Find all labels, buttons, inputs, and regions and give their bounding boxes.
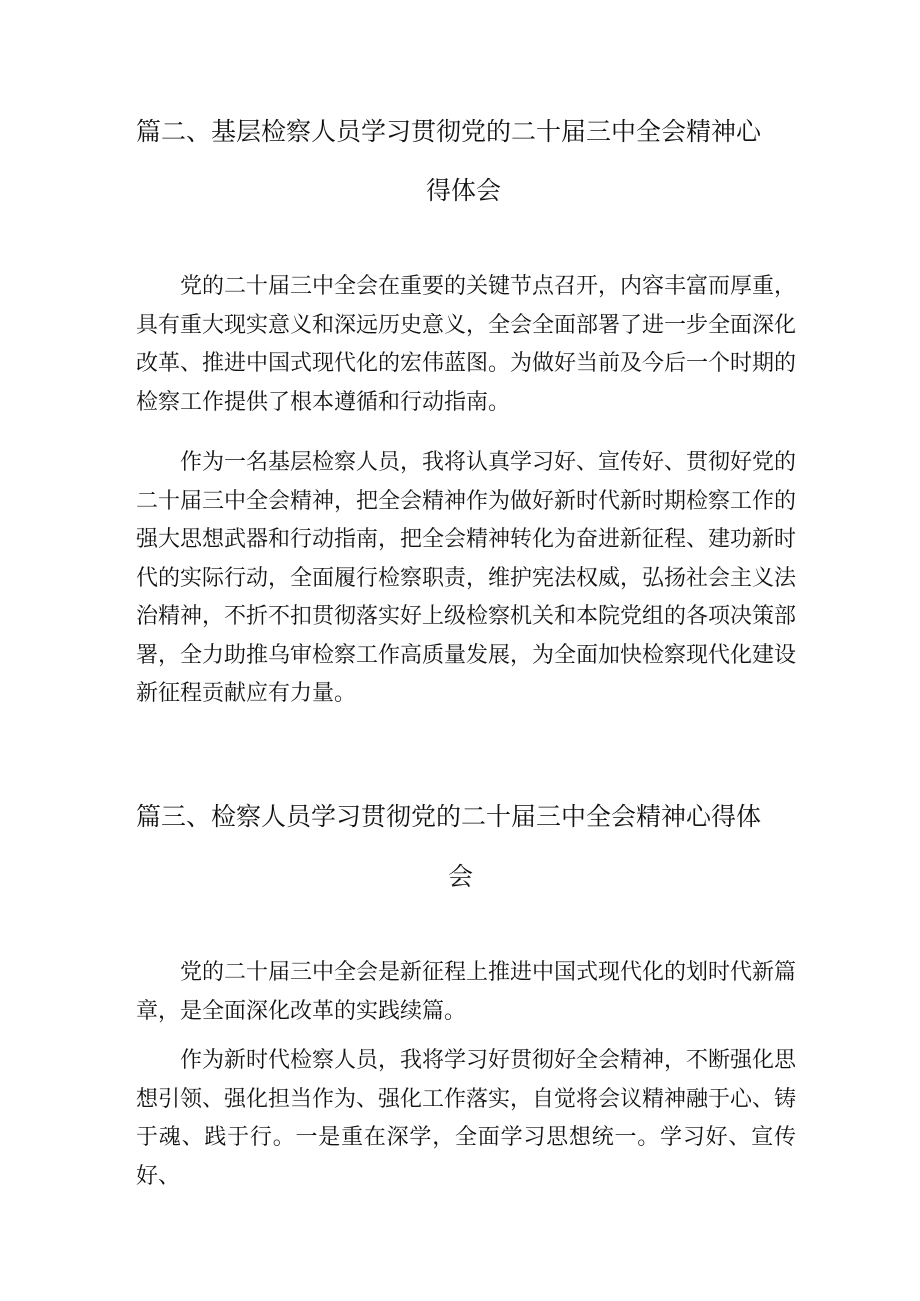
section-3-paragraph-2: 作为新时代检察人员，我将学习好贯彻好全会精神，不断强化思想引领、强化担当作为、强化工作落实，自觉将会议精神融于心、铸于魂、践于行。一是重在深学，全面学习思想统一。学习好、宣传好、 [136,1048,797,1189]
section-2-paragraph-1: 党的二十届三中全会在重要的关键节点召开，内容丰富而厚重，具有重大现实意义和深远历史意义，全会全面部署了进一步全面深化改革、推进中国式现代化的宏伟蓝图。为做好当前及今后一个时期的检察工作提供了根本遵循和行动指南。 [136,274,797,415]
section-2-title-line-2: 得体会 [426,176,502,205]
section-3-title-line-2: 会 [448,862,474,891]
section-3-title-line-1: 篇三、检察人员学习贯彻党的二十届三中全会精神心得体 [136,802,762,831]
section-2-paragraph-2: 作为一名基层检察人员，我将认真学习好、宣传好、贯彻好党的二十届三中全会精神，把全会精神作为做好新时代新时期检察工作的强大思想武器和行动指南，把全会精神转化为奋进新征程、建功新时代的实际行动，全面履行检察职责，维护宪法权威，弘扬社会主义法治精神，不折不扣贯彻落实好上级检察机关和本院党组的各项决策部署，全力助推乌审检察工作高质量发展，为全面加快检察现代化建设新征程贡献应有力量。 [136,450,797,706]
section-2-title-line-1: 篇二、基层检察人员学习贯彻党的二十届三中全会精神心 [136,117,762,146]
section-3-paragraph-1: 党的二十届三中全会是新征程上推进中国式现代化的划时代新篇章，是全面深化改革的实践续篇。 [136,960,797,1024]
